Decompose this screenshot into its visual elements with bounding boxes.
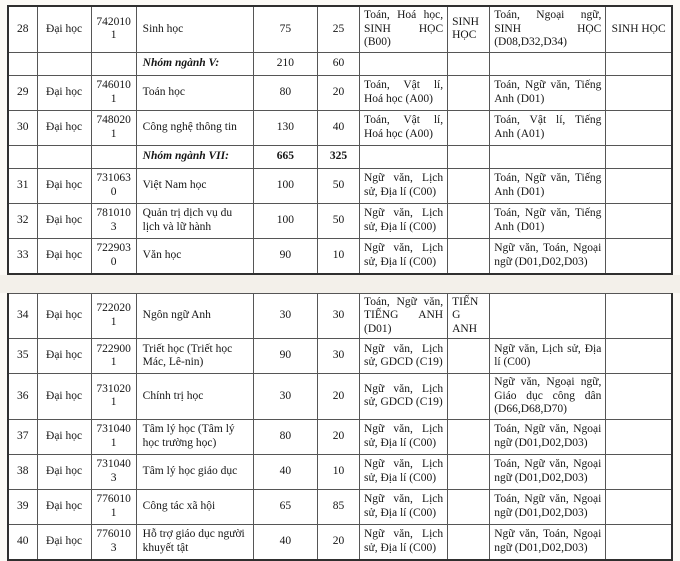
cell-quota-main: 75 <box>253 6 317 52</box>
cell-major-code <box>91 52 136 75</box>
cell-education-level: Đại học <box>37 489 91 524</box>
cell-education-level: Đại học <box>37 419 91 454</box>
cell-main-subject-2 <box>606 419 672 454</box>
table-row <box>8 419 672 454</box>
cell-row-number: 35 <box>8 339 37 374</box>
cell-major-name: Toán học <box>136 75 253 110</box>
cell-main-subject-1: SINH HỌC <box>448 6 490 52</box>
table-row <box>8 168 672 203</box>
cell-main-subject-1 <box>448 52 490 75</box>
table-body-upper <box>8 6 672 274</box>
cell-quota-second: 50 <box>317 203 359 238</box>
group-summary-row <box>8 52 672 75</box>
cell-exam-subjects-combo-1 <box>360 52 448 75</box>
cell-main-subject-2 <box>606 203 672 238</box>
cell-main-subject-2 <box>606 454 672 489</box>
cell-main-subject-1 <box>448 419 490 454</box>
cell-major-code: 7420101 <box>91 6 136 52</box>
cell-quota-main: 80 <box>253 419 317 454</box>
cell-quota-main: 100 <box>253 203 317 238</box>
cell-row-number: 31 <box>8 168 37 203</box>
cell-quota-second: 20 <box>317 374 359 420</box>
cell-main-subject-2 <box>606 339 672 374</box>
cell-quota-second: 20 <box>317 419 359 454</box>
cell-education-level: Đại học <box>37 110 91 145</box>
cell-quota-second: 20 <box>317 75 359 110</box>
table-row <box>8 374 672 420</box>
cell-education-level: Đại học <box>37 168 91 203</box>
cell-major-code: 7310630 <box>91 168 136 203</box>
cell-major-name: Chính trị học <box>136 374 253 420</box>
cell-row-number <box>8 145 37 168</box>
cell-main-subject-2 <box>606 489 672 524</box>
cell-exam-subjects-combo-1: Ngữ văn, Lịch sử, Địa lí (C00) <box>360 489 448 524</box>
cell-exam-subjects-combo-2: Toán, Ngữ văn, Tiếng Anh (D01) <box>490 168 606 203</box>
cell-major-code: 7760101 <box>91 489 136 524</box>
cell-education-level <box>37 145 91 168</box>
cell-main-subject-2 <box>606 110 672 145</box>
cell-quota-main: 130 <box>253 110 317 145</box>
cell-main-subject-1 <box>448 75 490 110</box>
cell-major-name: Ngôn ngữ Anh <box>136 293 253 339</box>
group-summary-row <box>8 145 672 168</box>
cell-exam-subjects-combo-2 <box>490 145 606 168</box>
cell-row-number: 32 <box>8 203 37 238</box>
cell-main-subject-2 <box>606 238 672 274</box>
cell-quota-main: 40 <box>253 524 317 560</box>
cell-exam-subjects-combo-2: Toán, Vật lí, Tiếng Anh (A01) <box>490 110 606 145</box>
table-row <box>8 339 672 374</box>
cell-main-subject-1 <box>448 203 490 238</box>
cell-quota-second: 10 <box>317 238 359 274</box>
cell-quota-main: 65 <box>253 489 317 524</box>
cell-row-number: 33 <box>8 238 37 274</box>
cell-exam-subjects-combo-2: Toán, Ngữ văn, Ngoại ngữ (D01,D02,D03) <box>490 419 606 454</box>
cell-quota-main: 90 <box>253 339 317 374</box>
cell-exam-subjects-combo-2: Ngữ văn, Toán, Ngoại ngữ (D01,D02,D03) <box>490 524 606 560</box>
cell-main-subject-2 <box>606 374 672 420</box>
cell-exam-subjects-combo-1: Ngữ văn, Lịch sử, GDCD (C19) <box>360 374 448 420</box>
table-row <box>8 489 672 524</box>
admission-quota-table-lower <box>7 293 673 561</box>
cell-education-level: Đại học <box>37 293 91 339</box>
cell-main-subject-2: SINH HỌC <box>606 6 672 52</box>
cell-exam-subjects-combo-1: Ngữ văn, Lịch sử, Địa lí (C00) <box>360 419 448 454</box>
cell-main-subject-1 <box>448 339 490 374</box>
table-row <box>8 238 672 274</box>
cell-exam-subjects-combo-1 <box>360 145 448 168</box>
cell-quota-main: 665 <box>253 145 317 168</box>
cell-row-number: 28 <box>8 6 37 52</box>
cell-exam-subjects-combo-2 <box>490 52 606 75</box>
cell-major-name: Việt Nam học <box>136 168 253 203</box>
cell-row-number: 36 <box>8 374 37 420</box>
table-row <box>8 524 672 560</box>
cell-major-name: Sinh học <box>136 6 253 52</box>
cell-row-number: 37 <box>8 419 37 454</box>
cell-row-number: 40 <box>8 524 37 560</box>
table-row <box>8 293 672 339</box>
cell-exam-subjects-combo-1: Toán, Ngữ văn, TIẾNG ANH (D01) <box>360 293 448 339</box>
cell-quota-second: 40 <box>317 110 359 145</box>
cell-major-name: Tâm lý học (Tâm lý học trường học) <box>136 419 253 454</box>
cell-exam-subjects-combo-1: Ngữ văn, Lịch sử, Địa lí (C00) <box>360 203 448 238</box>
cell-quota-main: 100 <box>253 168 317 203</box>
cell-major-code: 7229030 <box>91 238 136 274</box>
cell-exam-subjects-combo-1: Ngữ văn, Lịch sử, GDCD (C19) <box>360 339 448 374</box>
cell-quota-main: 80 <box>253 75 317 110</box>
cell-exam-subjects-combo-2: Toán, Ngữ văn, Tiếng Anh (D01) <box>490 203 606 238</box>
cell-education-level: Đại học <box>37 454 91 489</box>
cell-row-number: 29 <box>8 75 37 110</box>
table-row <box>8 6 672 52</box>
cell-main-subject-2 <box>606 293 672 339</box>
cell-major-name: Văn học <box>136 238 253 274</box>
table-row <box>8 454 672 489</box>
cell-main-subject-2 <box>606 52 672 75</box>
cell-major-name: Công nghệ thông tin <box>136 110 253 145</box>
cell-main-subject-2 <box>606 145 672 168</box>
cell-exam-subjects-combo-1: Ngữ văn, Lịch sử, Địa lí (C00) <box>360 524 448 560</box>
cell-major-name: Nhóm ngành V: <box>136 52 253 75</box>
cell-main-subject-2 <box>606 524 672 560</box>
cell-exam-subjects-combo-1: Ngữ văn, Lịch sử, Địa lí (C00) <box>360 168 448 203</box>
cell-major-name: Quản trị dịch vụ du lịch và lữ hành <box>136 203 253 238</box>
cell-main-subject-1 <box>448 145 490 168</box>
cell-exam-subjects-combo-1: Toán, Vật lí, Hoá học (A00) <box>360 110 448 145</box>
table-row <box>8 203 672 238</box>
admission-quota-table-upper <box>7 5 673 275</box>
cell-education-level: Đại học <box>37 75 91 110</box>
cell-exam-subjects-combo-2: Toán, Ngữ văn, Ngoại ngữ (D01,D02,D03) <box>490 454 606 489</box>
cell-main-subject-2 <box>606 75 672 110</box>
cell-quota-second: 50 <box>317 168 359 203</box>
cell-major-code: 7480201 <box>91 110 136 145</box>
cell-quota-second: 20 <box>317 524 359 560</box>
cell-education-level: Đại học <box>37 238 91 274</box>
cell-quota-main: 90 <box>253 238 317 274</box>
cell-major-code: 7310403 <box>91 454 136 489</box>
cell-exam-subjects-combo-2: Toán, Ngoại ngữ, SINH HỌC (D08,D32,D34) <box>490 6 606 52</box>
cell-main-subject-1: TIẾNG ANH <box>448 293 490 339</box>
cell-quota-second: 325 <box>317 145 359 168</box>
cell-quota-second: 10 <box>317 454 359 489</box>
table-body-lower <box>8 293 672 560</box>
cell-major-code: 7310201 <box>91 374 136 420</box>
cell-quota-main: 30 <box>253 293 317 339</box>
cell-exam-subjects-combo-2: Ngữ văn, Lịch sử, Địa lí (C00) <box>490 339 606 374</box>
cell-exam-subjects-combo-2: Toán, Ngữ văn, Tiếng Anh (D01) <box>490 75 606 110</box>
cell-main-subject-1 <box>448 524 490 560</box>
cell-main-subject-1 <box>448 489 490 524</box>
cell-row-number: 38 <box>8 454 37 489</box>
cell-quota-second: 85 <box>317 489 359 524</box>
cell-row-number: 30 <box>8 110 37 145</box>
cell-exam-subjects-combo-1: Ngữ văn, Lịch sử, Địa lí (C00) <box>360 238 448 274</box>
cell-row-number <box>8 52 37 75</box>
cell-education-level: Đại học <box>37 339 91 374</box>
cell-quota-second: 60 <box>317 52 359 75</box>
cell-major-name: Hỗ trợ giáo dục người khuyết tật <box>136 524 253 560</box>
cell-exam-subjects-combo-1: Toán, Vật lí, Hoá học (A00) <box>360 75 448 110</box>
cell-major-code: 7220201 <box>91 293 136 339</box>
cell-major-code: 7760103 <box>91 524 136 560</box>
cell-main-subject-1 <box>448 374 490 420</box>
cell-exam-subjects-combo-1: Toán, Hoá học, SINH HỌC (B00) <box>360 6 448 52</box>
cell-major-code: 7229001 <box>91 339 136 374</box>
cell-major-name: Tâm lý học giáo dục <box>136 454 253 489</box>
cell-education-level: Đại học <box>37 6 91 52</box>
cell-education-level <box>37 52 91 75</box>
table-row <box>8 75 672 110</box>
cell-major-code <box>91 145 136 168</box>
cell-education-level: Đại học <box>37 374 91 420</box>
cell-main-subject-2 <box>606 168 672 203</box>
cell-quota-second: 30 <box>317 293 359 339</box>
cell-major-code: 7310401 <box>91 419 136 454</box>
cell-exam-subjects-combo-2 <box>490 293 606 339</box>
cell-row-number: 39 <box>8 489 37 524</box>
cell-major-code: 7810103 <box>91 203 136 238</box>
cell-major-name: Triết học (Triết học Mác, Lê-nin) <box>136 339 253 374</box>
cell-quota-second: 25 <box>317 6 359 52</box>
cell-education-level: Đại học <box>37 524 91 560</box>
table-row <box>8 110 672 145</box>
cell-main-subject-1 <box>448 168 490 203</box>
cell-exam-subjects-combo-2: Ngữ văn, Ngoại ngữ, Giáo dục công dân (D66,D68,D70) <box>490 374 606 420</box>
cell-quota-main: 40 <box>253 454 317 489</box>
cell-quota-main: 210 <box>253 52 317 75</box>
cell-quota-second: 30 <box>317 339 359 374</box>
cell-major-name: Nhóm ngành VII: <box>136 145 253 168</box>
cell-main-subject-1 <box>448 238 490 274</box>
cell-exam-subjects-combo-2: Ngữ văn, Toán, Ngoại ngữ (D01,D02,D03) <box>490 238 606 274</box>
cell-row-number: 34 <box>8 293 37 339</box>
cell-quota-main: 30 <box>253 374 317 420</box>
cell-main-subject-1 <box>448 454 490 489</box>
cell-exam-subjects-combo-1: Ngữ văn, Lịch sử, Địa lí (C00) <box>360 454 448 489</box>
cell-education-level: Đại học <box>37 203 91 238</box>
cell-major-name: Công tác xã hội <box>136 489 253 524</box>
cell-exam-subjects-combo-2: Toán, Ngữ văn, Ngoại ngữ (D01,D02,D03) <box>490 489 606 524</box>
table-separator-gap <box>0 275 680 293</box>
cell-major-code: 7460101 <box>91 75 136 110</box>
cell-main-subject-1 <box>448 110 490 145</box>
